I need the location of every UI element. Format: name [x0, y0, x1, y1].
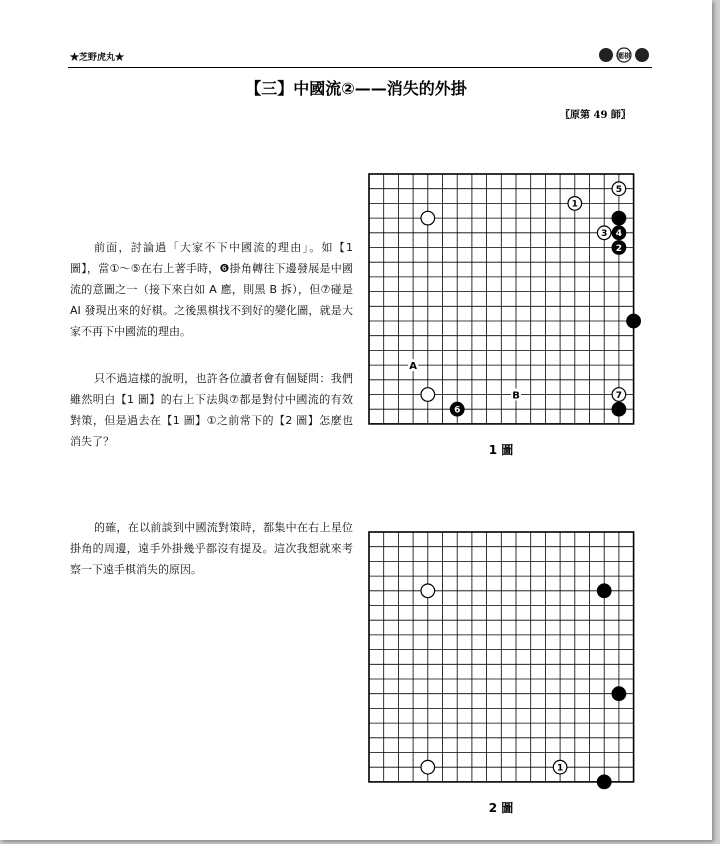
- white-stone: [421, 584, 435, 598]
- black-stone: [597, 775, 611, 789]
- black-stone-4: [612, 226, 626, 240]
- black-stone-2: [612, 241, 626, 255]
- diagram-1-caption: 1 圖: [488, 443, 514, 457]
- white-stone-1: [568, 197, 582, 211]
- board-grid: [369, 174, 634, 424]
- black-stone: [627, 314, 641, 328]
- paragraph-2: 只不過這樣的說明，也許各位讀者會有個疑問：我們雖然明白【1 圖】的右上下法與⑦都是對付中國流的有效對策，但是過去在【1 圖】①之前常下的【2 圖】怎麼也消失了？: [70, 372, 353, 448]
- board-grid: [369, 532, 634, 782]
- white-stone: [421, 760, 435, 774]
- white-stone-1: [553, 760, 567, 774]
- stone-move-number: 1: [571, 199, 578, 210]
- white-stone-7: [612, 388, 626, 402]
- white-stone: [421, 388, 435, 402]
- paragraph-1: 前面，討論過「大家不下中國流的理由」。如【1 圖】，當①～⑤在右上著手時，❻掛角轉往下邊發展是中國流的意圖之一（接下來白如 A 應，則黑 B 拆），但⑦碰是 AI 發現出來的好棋。之後黑棋找不到好的變化圖，就是大家不再下中國流的理由。: [70, 241, 353, 338]
- stone-move-number: 7: [615, 390, 623, 401]
- stone-move-number: 6: [454, 405, 461, 416]
- series-badge-icon: [598, 47, 650, 63]
- marker-label: B: [512, 390, 520, 402]
- black-stone-6: [450, 402, 464, 416]
- black-stone: [597, 584, 611, 598]
- diagram-2-caption: 2 圖: [488, 801, 514, 815]
- white-stone-3: [597, 226, 611, 240]
- black-stone: [612, 402, 626, 416]
- go-diagram-1: [356, 164, 646, 444]
- badge-label: 圍棋: [617, 52, 631, 60]
- page-title: 【三】中國流②——消失的外掛: [245, 79, 467, 98]
- go-diagram-2: [356, 522, 646, 802]
- stone-move-number: 3: [601, 229, 608, 240]
- stone-move-number: 2: [615, 243, 623, 254]
- running-head: ★芝野虎丸★: [70, 53, 125, 63]
- stone-move-number: 4: [615, 229, 623, 240]
- black-stone: [612, 211, 626, 225]
- paragraph-3: 的確，在以前談到中國流對策時，都集中在右上星位掛角的周邊，遠手外掛幾乎都沒有提及。這次我想就來考察一下遠手棋消失的原因。: [70, 521, 353, 576]
- source-note: 〖原第 49 師〗: [560, 110, 631, 121]
- stone-move-number: 1: [556, 763, 564, 774]
- header-rule: [68, 67, 652, 68]
- board-marker-b: [511, 389, 521, 402]
- stone-move-number: 5: [615, 185, 623, 195]
- marker-label: A: [409, 361, 417, 373]
- white-stone: [421, 211, 435, 225]
- white-stone-5: [612, 182, 626, 196]
- board-marker-a: [408, 359, 418, 372]
- black-stone: [612, 687, 626, 701]
